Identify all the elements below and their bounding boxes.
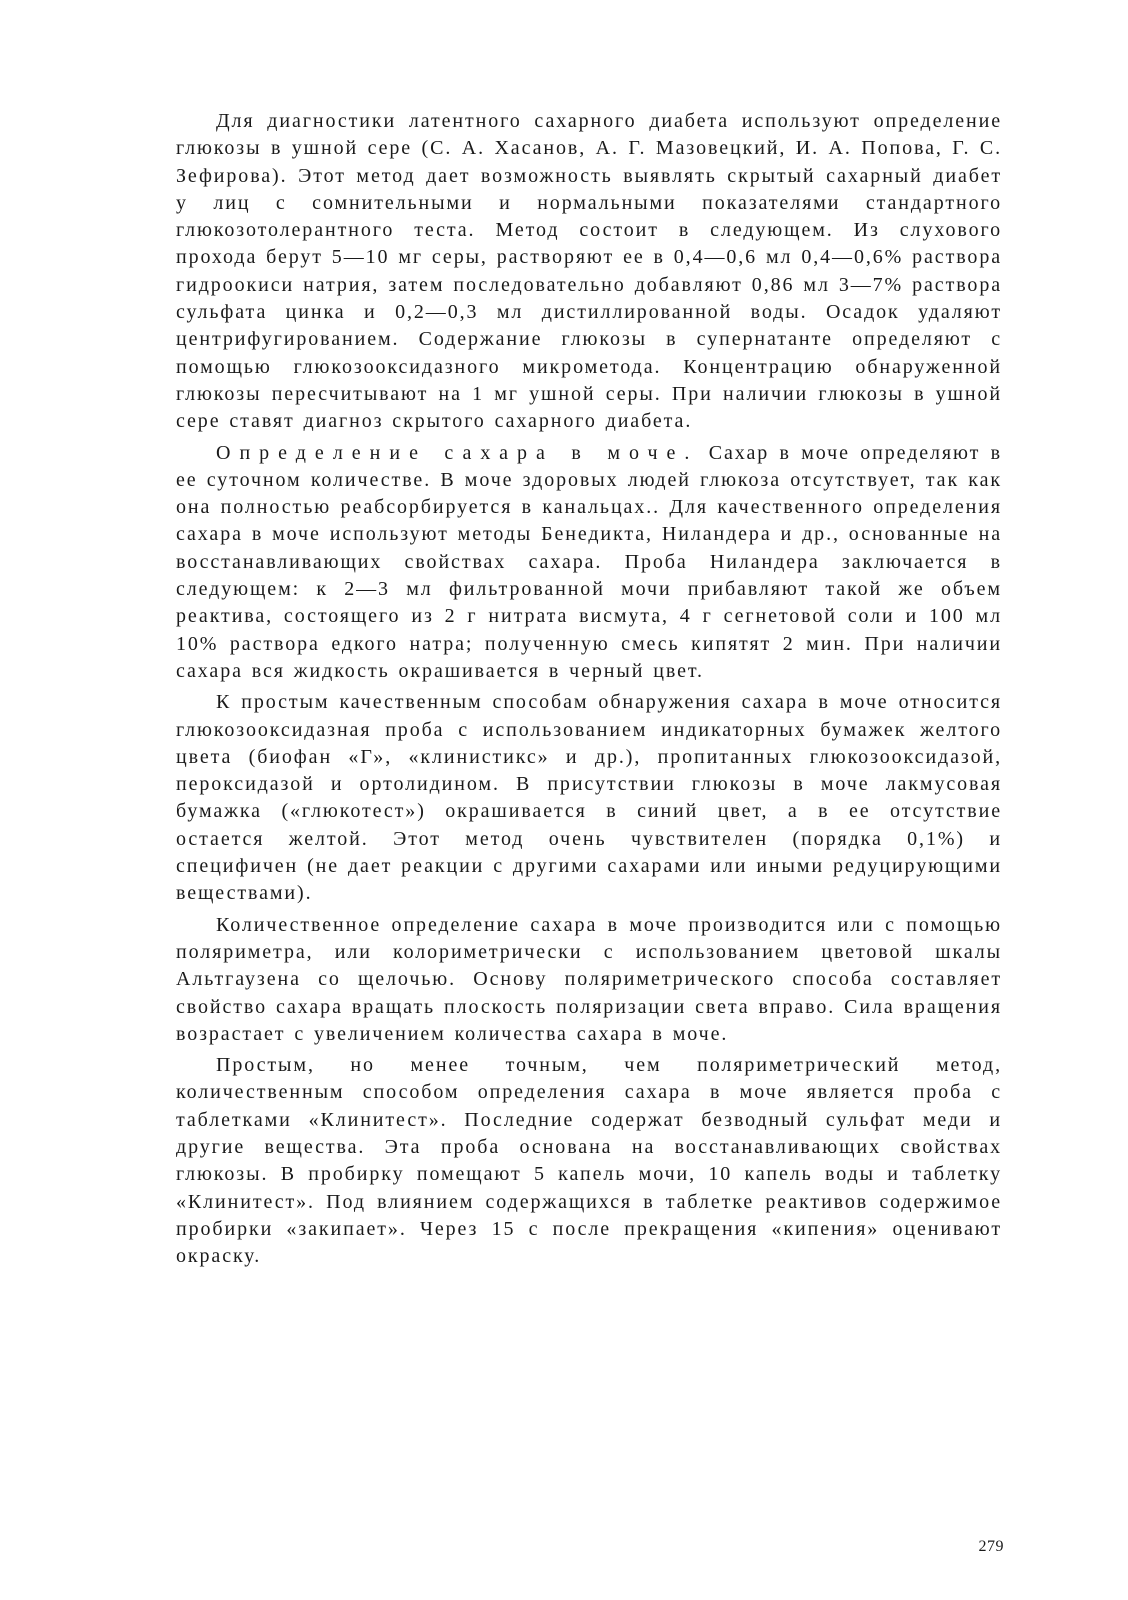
section-heading-urine-sugar: Определение сахара в моче. (216, 441, 699, 464)
paragraph-clinitest: Простым, но менее точным, чем поляриметрический метод, количественным способом определения сахара в моче является проба с таблетками «Клинитест». Последние содержат безводный сульфат меди и другие вещества. Эта проба основана на восстанавливающих свойствах глюкозы. В пробирку помещают 5 капель мочи, 10 капель воды и таблетку «Клинитест». Под влиянием содержащихся в таблетке реактивов содержимое пробирки «закипает». Через 15 с после прекращения «кипения» оценивают окраску. (176, 1054, 1002, 1268)
page-number: 279 (978, 1538, 1004, 1555)
paragraph-urine-sugar-qualitative (176, 440, 1002, 686)
paragraph-ear-wax-glucose: Для диагностики латентного сахарного диабета используют определение глюкозы в ушной сере (С. А. Хасанов, А. Г. Мазовецкий, И. А. Попова, Г. С. Зефирова). Этот метод дает возможность выявлять скрытый сахарный диабет у лиц с сомнительными и нормальными показателями стандартного глюкозотолерантного теста. Метод состоит в следующем. Из слухового прохода берут 5—10 мг серы, растворяют ее в 0,4—0,6 мл 0,4—0,6% раствора гидроокиси натрия, затем последовательно добавляют 0,86 мл 3—7% раствора сульфата цинка и 0,2—0,3 мл дистиллированной воды. Осадок удаляют центрифугированием. Содержание глюкозы в супернатанте определяют с помощью глюкозооксидазного микрометода. Концентрацию обнаруженной глюкозы пересчитывают на 1 мг ушной серы. При наличии глюкозы в ушной сере ставят диагноз скрытого сахарного диабета. (176, 110, 1002, 433)
paragraph-quantitative-method: Количественное определение сахара в моче производится или с помощью поляриметра, или колориметрически с использованием цветовой шкалы Альтгаузена со щелочью. Основу поляриметрического способа составляет свойство сахара вращать плоскость поляризации света вправо. Сила вращения возрастает с увеличением количества сахара в моче. (176, 913, 1002, 1045)
paragraph-glucose-oxidase-test: К простым качественным способам обнаружения сахара в моче относится глюкозооксидазная проба с использованием индикаторных бумажек желтого цвета (биофан «Г», «клинистикс» и др.), пропитанных глюкозооксидазой, пероксидазой и ортолидином. В присутствии глюкозы в моче лакмусовая бумажка («глюкотест») окрашивается в синий цвет, а в ее отсутствие остается желтой. Этот метод очень чувствителен (порядка 0,1%) и специфичен (не дает реакции с другими сахарами или иными редуцирующими веществами). (176, 691, 1002, 905)
paragraph-urine-sugar-text: Сахар в моче определяют в ее суточном количестве. В моче здоровых людей глюкоза отсутствует, так как она полностью реабсорбируется в канальцах.. Для качественного определения сахара в моче используют методы Бенедикта, Ниландера и др., основанные на восстанавливающих свойствах сахара. Проба Ниландера заключается в следующем: к 2—3 мл фильтрованной мочи прибавляют такой же объем реактива, состоящего из 2 г нитрата висмута, 4 г сегнетовой соли и 100 мл 10% раствора едкого натра; полученную смесь кипятят 2 мин. При наличии сахара вся жидкость окрашивается в черный цвет. (176, 441, 1002, 682)
body-text (176, 108, 1002, 1274)
